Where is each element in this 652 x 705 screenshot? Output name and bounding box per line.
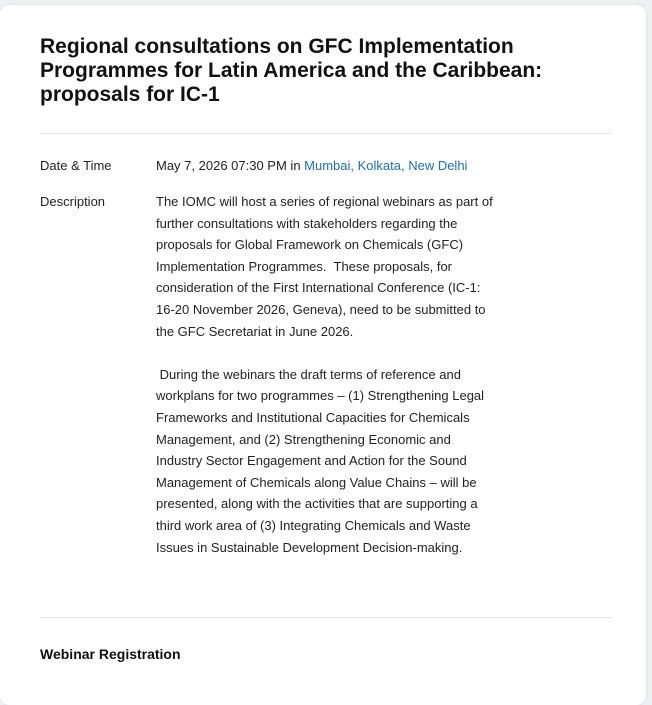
title-divider	[40, 133, 612, 134]
description-divider	[40, 617, 612, 618]
datetime-value: May 7, 2026 07:30 PM	[156, 158, 287, 173]
datetime-value-row	[156, 156, 467, 176]
description-paragraph-2: During the webinars the draft terms of reference and workplans for two programmes – (1) Strengthening Legal Frameworks and Institutional Capacities for Chemicals Management, and (2) Strengthening Economic and Industry Sector Engagement and Action for the Sound Management of Chemicals along Value Chains – will be presented, along with the activities that are supporting a third work area of (3) Integrating Chemicals and Waste Issues in Sustainable Development Decision-making.	[156, 366, 488, 555]
description-paragraph-1: The IOMC will host a series of regional webinars as part of further consultations with stakeholders regarding the proposals for Global Framework on Chemicals (GFC) Implementation Programmes. These proposals, for consideration of the First International Conference (IC-1: 16-20 November 2026, Geneva), need to be submitted to the GFC Secretariat in June 2026.	[156, 194, 497, 339]
description-body	[156, 191, 496, 558]
webinar-registration-heading: Webinar Registration	[40, 646, 181, 662]
timezone-link[interactable]: Mumbai, Kolkata, New Delhi	[304, 158, 468, 173]
event-card	[0, 5, 646, 705]
event-title: Regional consultations on GFC Implementation Programmes for Latin America and the Caribbean: proposals for IC-1	[40, 35, 543, 106]
datetime-in: in	[286, 158, 305, 173]
description-label: Description	[40, 194, 106, 209]
datetime-label: Date & Time	[40, 158, 112, 173]
